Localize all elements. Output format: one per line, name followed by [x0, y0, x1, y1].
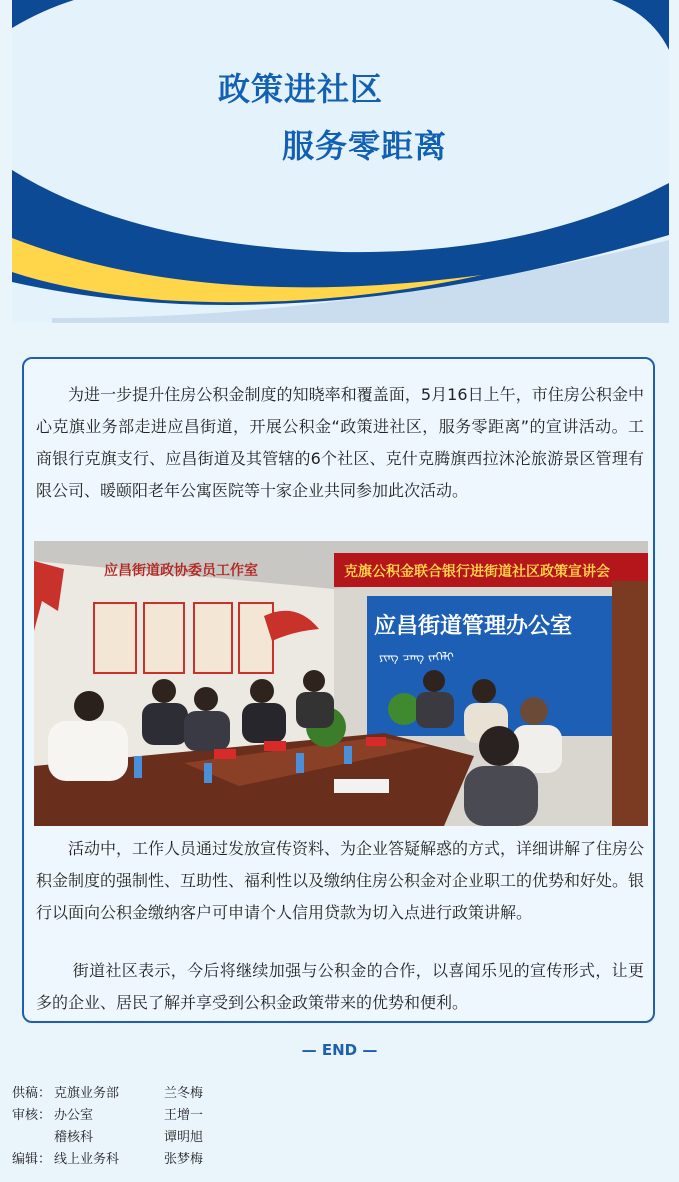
- article-paragraph-1: 为进一步提升住房公积金制度的知晓率和覆盖面，5月16日上午，市住房公积金中心克旗业务部走进应昌街道，开展公积金“政策进社区，服务零距离”的宣讲活动。工商银行克旗支行、应昌街道及其管辖的6个社区、克什克腾旗西拉沐沦旅游景区管理有限公司、暖颐阳老年公寓医院等十家企业共同参加此次活动。: [36, 385, 644, 500]
- credit-name: 张梦梅: [164, 1152, 204, 1167]
- event-photo: [34, 541, 648, 826]
- credit-row: [12, 1083, 203, 1105]
- credit-row: [12, 1127, 203, 1149]
- photo-left-sign: 应昌街道政协委员工作室: [104, 563, 258, 579]
- credit-dept: 克旗业务部: [54, 1086, 120, 1101]
- credit-dept: 线上业务科: [54, 1152, 120, 1167]
- photo-red-banner-text: 克旗公积金联合银行进街道社区政策宣讲会: [344, 564, 610, 580]
- credit-label: 供稿：: [12, 1086, 52, 1101]
- end-marker: — END —: [301, 1041, 378, 1059]
- credit-label: 审核：: [12, 1108, 52, 1123]
- credit-row: [12, 1105, 203, 1127]
- header-banner: [12, 0, 669, 323]
- credit-name: 兰冬梅: [164, 1086, 204, 1101]
- article-paragraph-3: 街道社区表示，今后将继续加强与公积金的合作，以喜闻乐见的宣传形式，让更多的企业、居民了解并享受到公积金政策带来的优势和便利。: [36, 961, 644, 1012]
- credits-block: [12, 1083, 203, 1171]
- photo-mongolian-text: ᠶᠢᠩ ᠴᠠᠩ ᠵᠡᠭᠡᠯᠢ: [379, 650, 454, 664]
- article-card: [22, 357, 655, 1023]
- banner-title-line2: 服务零距离: [282, 127, 448, 165]
- credit-name: 王增一: [164, 1108, 204, 1123]
- credit-label: 编辑：: [12, 1152, 52, 1167]
- photo-blue-board-text: 应昌街道管理办公室: [374, 614, 573, 639]
- credit-name: 谭明旭: [164, 1130, 204, 1145]
- banner-title-line1: 政策进社区: [218, 70, 384, 108]
- article-paragraph-2: 活动中，工作人员通过发放宣传资料、为企业答疑解惑的方式，详细讲解了住房公积金制度的强制性、互助性、福利性以及缴纳住房公积金对企业职工的优势和好处。银行以面向公积金缴纳客户可申请个人信用贷款为切入点进行政策讲解。: [36, 839, 645, 922]
- credit-dept: 稽核科: [54, 1130, 94, 1145]
- credit-dept: 办公室: [54, 1108, 94, 1123]
- credit-row: [12, 1149, 203, 1171]
